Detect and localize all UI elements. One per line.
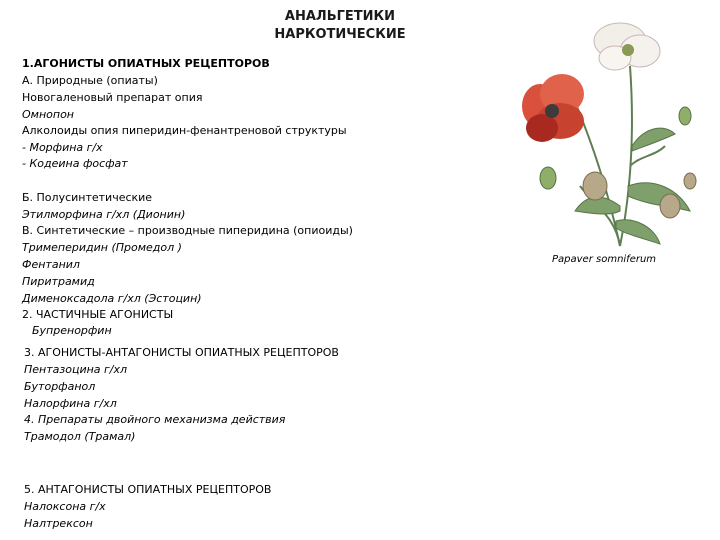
list-item: - Морфина г/х bbox=[22, 141, 103, 154]
heading-dual-mechanism: 4. Препараты двойного механизма действия bbox=[24, 413, 286, 426]
page-title bbox=[230, 8, 450, 44]
list-item: Бупренорфин bbox=[32, 324, 112, 337]
list-item: Омнопон bbox=[22, 108, 74, 121]
heading-agonists-antagonists: 3. АГОНИСТЫ-АНТАГОНИСТЫ ОПИАТНЫХ РЕЦЕПТОРОВ bbox=[24, 346, 339, 359]
list-item: Дименоксадола г/хл (Эстоцин) bbox=[22, 292, 202, 305]
list-item: Буторфанол bbox=[24, 380, 96, 393]
heading-agonists: 1.АГОНИСТЫ ОПИАТНЫХ РЕЦЕПТОРОВ bbox=[22, 57, 270, 70]
flower-icon bbox=[522, 74, 584, 142]
heading-antagonists: 5. АНТАГОНИСТЫ ОПИАТНЫХ РЕЦЕПТОРОВ bbox=[24, 483, 272, 496]
list-item: Налоксона г/х bbox=[24, 500, 106, 513]
heading-partial-agonists: 2. ЧАСТИЧНЫЕ АГОНИСТЫ bbox=[22, 308, 174, 321]
title-line-2: НАРКОТИЧЕСКИЕ bbox=[274, 27, 406, 42]
list-item: Этилморфина г/хл (Дионин) bbox=[22, 208, 186, 221]
subheading-synthetic: В. Синтетические – производные пиперидина (опиоиды) bbox=[22, 224, 353, 237]
list-item: Пентазоцина г/хл bbox=[24, 363, 128, 376]
subheading-semisynthetic: Б. Полусинтетические bbox=[22, 191, 153, 204]
title-line-1: АНАЛЬГЕТИКИ bbox=[284, 9, 396, 24]
list-item: Тримеперидин (Промедол ) bbox=[22, 241, 182, 254]
white-flower-icon bbox=[594, 23, 660, 70]
list-item: Фентанил bbox=[22, 258, 80, 271]
list-item: Алколоиды опия пиперидин-фенантреновой структуры bbox=[22, 124, 347, 137]
list-item: Налтрексон bbox=[24, 517, 93, 530]
list-item: Налорфина г/хл bbox=[24, 397, 117, 410]
list-item: Новогаленовый препарат опия bbox=[22, 91, 203, 104]
subheading-natural: А. Природные (опиаты) bbox=[22, 74, 158, 87]
list-item: Трамодол (Трамал) bbox=[24, 430, 136, 443]
list-item: Пиритрамид bbox=[22, 275, 95, 288]
plate-caption: Papaver somniferum bbox=[552, 254, 657, 265]
poppy-illustration bbox=[520, 6, 700, 251]
list-item: - Кодеина фосфат bbox=[22, 157, 128, 170]
